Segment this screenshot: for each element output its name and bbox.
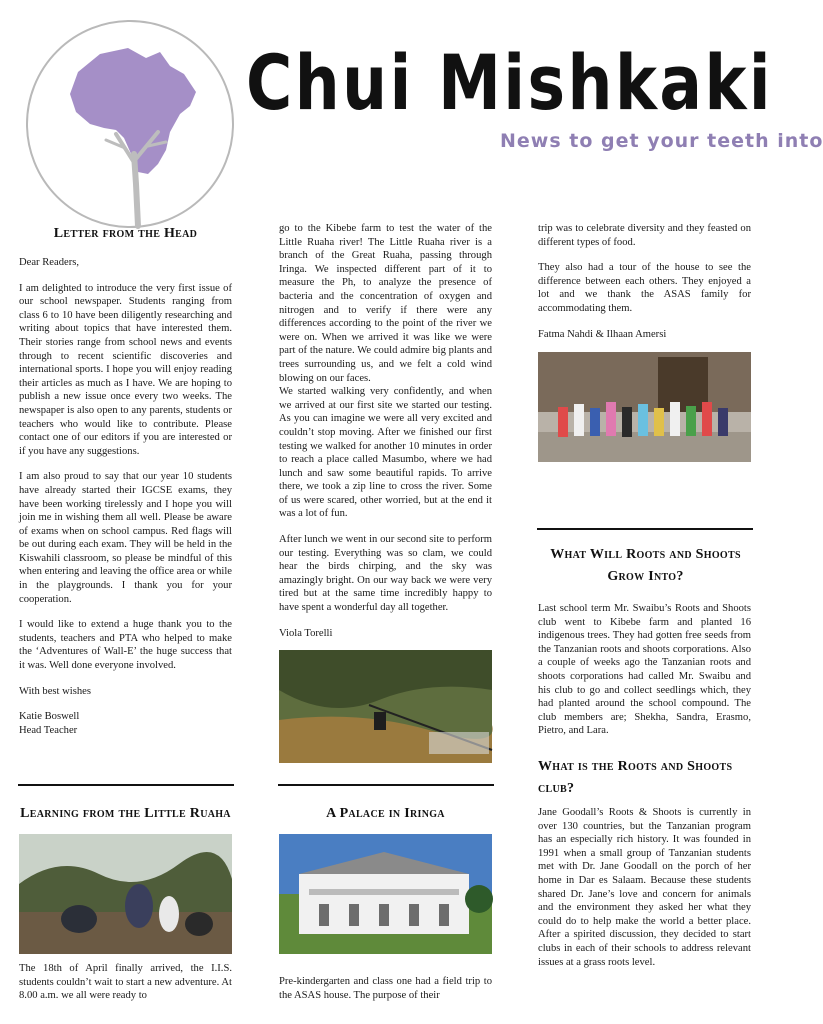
letter-signoff-title: Head Teacher: [19, 724, 78, 736]
zip-line-photo: [279, 650, 492, 763]
column-divider: [278, 784, 494, 786]
ruaha-intro-text: The 18th of April finally arrived, the I.I.S. students couldn’t wait to start a new adventure. At 8.00 a.m. we all were ready to: [19, 963, 232, 1002]
letter-paragraph: I would like to extend a huge thank you to the students, teachers and PTA who helped to make the ‘Adventures of Wall-E’ the huge success that it was. Well done everyone involved.: [19, 619, 232, 672]
column-divider: [18, 784, 234, 786]
roots-body: [538, 602, 751, 738]
ruaha-paragraph: After lunch we went in our second site to perform our testing. Everything was so clam, we could hear the birds chirping, and the sky was amazingly bright. On our way back we were very tired but at the same time incredibly happy to have spent a wonderful day all together.: [279, 534, 492, 614]
palace-intro: [279, 975, 492, 1002]
masthead-title: Chui Mishkaki: [246, 38, 774, 127]
column-divider: [537, 528, 753, 530]
ruaha-author: Viola Torelli: [279, 627, 333, 639]
palace-heading: A Palace in Iringa: [326, 806, 445, 821]
asas-house-photo: [279, 834, 492, 954]
ruaha-body: [279, 222, 492, 652]
palace-paragraph: They also had a tour of the house to see the difference between each others. They enjoyed a lot and we thank the ASAS family for accommodating them.: [538, 262, 751, 314]
letter-paragraph: I am also proud to say that our year 10 students have already started their IGCSE exams, they have been working tirelessly and I hope you will join me in wishing them all well. Please be aware of exams when on school campus. Red flags will be out during each exam. They will be held in the Kiswahili classroom, so please be mindful of this when entering and leaving the office area or while in the playgrounds. I thank you for your cooperation.: [19, 471, 232, 605]
club-body: [538, 806, 751, 969]
club-heading: What is the Roots and Shoots club?: [538, 759, 733, 796]
roots-paragraph: Last school term Mr. Swaibu’s Roots and Shoots club went to Kibebe farm and planted 16 indigenous trees. They had gotten free seeds from the Tanzanian roots and shoots corporations. Also a couple of weeks ago the Tanzanian roots and shoots corporations had called Mr. Swaibu and his club to go and collect seedlings which, they had planted around the school compound. The club members are; Shekha, Sandra, Erasmo, Pietro, and Lara.: [538, 603, 751, 737]
river-students-photo: [19, 834, 232, 954]
letter-paragraph: Dear Readers,: [19, 257, 79, 268]
newspaper-logo: [20, 14, 240, 234]
ruaha-heading: Learning from the Little Ruaha: [20, 806, 231, 821]
ruaha-intro: [19, 962, 232, 1003]
masthead-subtitle: News to get your teeth into: [500, 130, 823, 152]
letter-signature: Katie Boswell: [19, 711, 80, 723]
ruaha-paragraph: We started walking very confidently, and when we arrived at our first site we started our testing. As you can imagine we were all very excited and couldn’t stop moving. After we finished our first testing we walked for another 10 minutes in order to reach a place called Masumbo, where we had lunch and saw some beautiful rapids. To arrive there, we took a zip line to cross the river. Some of us were scared, other worried, but at the end it was a lot of fun.: [279, 386, 492, 520]
palace-author: Fatma Nahdi & Ilhaan Amersi: [538, 328, 667, 340]
roots-heading: What Will Roots and Shoots Grow Into?: [550, 547, 741, 584]
ruaha-paragraph: go to the Kibebe farm to test the water of the Little Ruaha river! The Little Ruaha river is a branch of the Great Ruaha, passing through Iringa. We inspected different part of it to measure the Ph, to analyze the presence of bacteria and the concentration of oxygen and nitrogen and to verify if there were any differences according to the point of the river we were on. When we arrived it was like we were part of the nature. We could admire big plants and trees surrounding us, and we felt a cold wind blowing on our faces.: [279, 223, 492, 384]
letter-body: [19, 256, 232, 737]
letter-paragraph: With best wishes: [19, 685, 91, 697]
palace-intro-text: Pre-kindergarten and class one had a field trip to the ASAS house. The purpose of their: [279, 976, 492, 1001]
club-paragraph: Jane Goodall’s Roots & Shoots is currently in over 130 countries, but the Tanzanian program has an especially rich history. It was founded in 1991 when a small group of Tanzanian students met with Dr. Jane Goodall on the porch of her home in Dar es Salaam. Because these students shared Dr. Jane’s love and concern for animals and the environment they asked her what they could do to help make the world a better place. After a spirited discussion, they decided to start clubs in each of their schools to address relevant issues at a grass roots level.: [538, 807, 751, 968]
children-photo: [538, 352, 751, 462]
letter-paragraph: I am delighted to introduce the very first issue of our school newspaper. Students ranging from class 6 to 10 have been diligently researching and writing about topics that have interested them. Their stories range from school news and events through to recent scientific discoveries and international sports. I hope you will enjoy reading their articles as much as I have. We are hoping to publish a new issue once every two weeks. The newspaper is also open to any parents, students or teachers who would like to contribute. Please contact one of our editors if you are interested or if you have any suggestions.: [19, 282, 232, 457]
palace-paragraph: trip was to celebrate diversity and they feasted on different types of food.: [538, 223, 751, 248]
letter-heading: Letter from the Head: [53, 226, 198, 241]
palace-body: [538, 222, 751, 353]
